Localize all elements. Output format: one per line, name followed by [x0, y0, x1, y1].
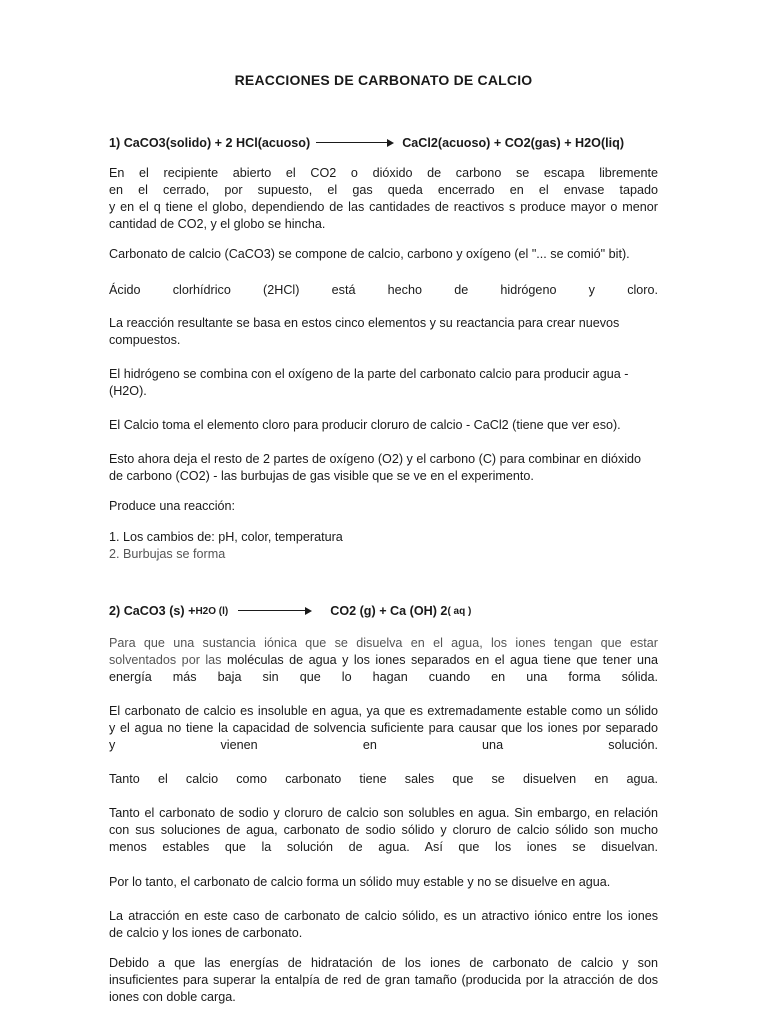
list-item: 2. Burbujas se forma	[109, 547, 226, 561]
paragraph-line: El hidrógeno se combina con el oxígeno de la parte del carbonato calcio para producir agua -	[109, 367, 629, 381]
equation-1-reactants: 1) CaCO3(solido) + 2 HCl(acuoso)	[109, 136, 311, 150]
document-title: REACCIONES DE CARBONATO DE CALCIO	[234, 72, 533, 88]
list-item: 1. Los cambios de: pH, color, temperatura	[109, 530, 343, 544]
paragraph-line: (H2O).	[109, 384, 147, 398]
paragraph-line: El carbonato de calcio es insoluble en agua, ya que es extremadamente estable como un sólido	[109, 704, 658, 718]
paragraph-ionic-attraction	[109, 908, 658, 942]
paragraph-sodium-carbonate	[109, 805, 658, 856]
paragraph-line: La reacción resultante se basa en estos cinco elementos y su reactancia para crear nuevos	[109, 316, 620, 330]
paragraph-line-dark: moléculas de agua y los iones separados en el agua tiene que tener una	[221, 653, 658, 667]
paragraph-line: iones con doble carga.	[109, 990, 236, 1004]
reaction-arrow-icon	[316, 138, 394, 148]
equation-2-reactant-a: 2) CaCO3 (s) +	[109, 604, 196, 618]
paragraph-line	[109, 652, 658, 669]
paragraph-line: en el cerrado, por supuesto, el gas queda encerrado en el envase tapado	[109, 183, 658, 197]
paragraph-resulting-reaction	[109, 315, 658, 349]
paragraph-calcium-carbonate: Carbonato de calcio (CaCO3) se compone de calcio, carbono y oxígeno (el "... se comió" bit).	[109, 247, 630, 261]
paragraph-carbon-dioxide	[109, 451, 658, 485]
paragraph-hydrogen-oxygen	[109, 366, 658, 400]
equation-1	[109, 136, 624, 150]
paragraph-line: y vienen en una solución.	[109, 738, 658, 752]
paragraph-line: Esto ahora deja el resto de 2 partes de oxígeno (O2) y el carbono (C) para combinar en dióxido	[109, 452, 642, 466]
paragraph-hydrochloric-acid	[109, 282, 658, 299]
paragraph-stable-solid: Por lo tanto, el carbonato de calcio forma un sólido muy estable y no se disuelve en agua.	[109, 875, 611, 889]
equation-2-reactant-b: H2O (l)	[195, 605, 229, 617]
paragraph-line: cantidad de CO2, y el globo se hincha.	[109, 217, 326, 231]
reaction-effects-list	[109, 529, 658, 563]
paragraph-salts-dissolve	[109, 771, 658, 788]
paragraph-line: En el recipiente abierto el CO2 o dióxido de carbono se escapa libremente	[109, 166, 658, 180]
reaction-arrow-icon	[238, 606, 312, 616]
paragraph-produce-reaction: Produce una reacción:	[109, 499, 236, 513]
paragraph-insoluble	[109, 703, 658, 754]
paragraph-line-gray: solventados por las	[109, 653, 222, 667]
paragraph-line: y en el q tiene el globo, dependiendo de las cantidades de reactivos s produce mayor o menor	[109, 200, 658, 214]
document-page	[109, 0, 658, 1024]
paragraph-line: de carbono (CO2) - las burbujas de gas visible que se ve en el experimento.	[109, 469, 534, 483]
paragraph-line: Para que una sustancia iónica que se disuelva en el agua, los iones tengan que estar	[109, 636, 658, 650]
equation-1-products: CaCl2(acuoso) + CO2(gas) + H2O(liq)	[402, 136, 625, 150]
paragraph-line: Ácido clorhídrico (2HCl) está hecho de hidrógeno y cloro.	[109, 283, 658, 297]
paragraph-ionic-substance	[109, 635, 658, 686]
paragraph-line: con sus soluciones de agua, carbonato de sodio sólido y cloruro de calcio sólido son mucho	[109, 823, 658, 837]
paragraph-hydration-energy	[109, 955, 658, 1006]
paragraph-line: Debido a que las energías de hidratación de los iones de carbonato de calcio y son	[109, 956, 658, 970]
equation-2-product-a: CO2 (g) + Ca (OH) 2	[330, 604, 448, 618]
paragraph-calcium-chlorine: El Calcio toma el elemento cloro para producir cloruro de calcio - CaCl2 (tiene que ver eso).	[109, 418, 621, 432]
paragraph-line: y el agua no tiene la capacidad de solvencia suficiente para causar que los iones por separado	[109, 721, 658, 735]
paragraph-line: Tanto el calcio como carbonato tiene sales que se disuelven en agua.	[109, 772, 658, 786]
equation-2-product-b: ( aq )	[447, 605, 472, 617]
paragraph-line: menos estables que la solución de agua. Así que los iones se disuelvan.	[109, 840, 658, 854]
paragraph-line: insuficientes para superar la entalpía de red de gran tamaño (producida por la atracción de dos	[109, 973, 658, 987]
paragraph-line: compuestos.	[109, 333, 181, 347]
paragraph-line: Tanto el carbonato de sodio y cloruro de calcio son solubles en agua. Sin embargo, en relación	[109, 806, 658, 820]
paragraph-line: La atracción en este caso de carbonato de calcio sólido, es un atractivo iónico entre los iones	[109, 909, 658, 923]
paragraph-co2-release	[109, 165, 658, 233]
paragraph-line: de calcio y los iones de carbonato.	[109, 926, 303, 940]
paragraph-line: energía más baja sin que lo hagan cuando en una forma sólida.	[109, 670, 658, 684]
equation-2	[109, 604, 471, 618]
